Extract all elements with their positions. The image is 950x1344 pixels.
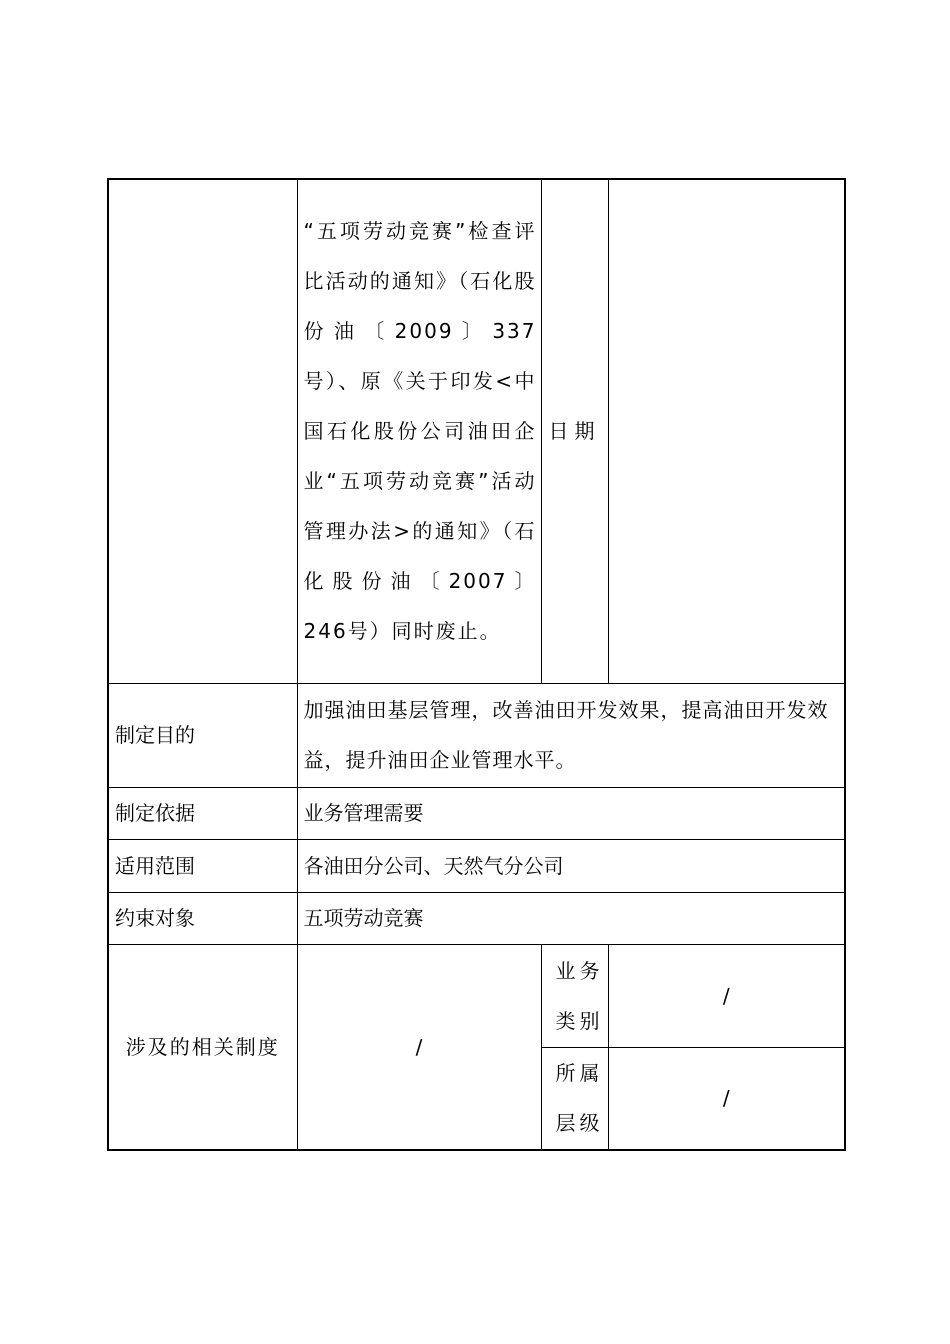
basis-row — [108, 787, 845, 839]
related-system-label: 涉及的相关制度 — [108, 944, 297, 1150]
object-row — [108, 892, 845, 944]
continuation-row — [108, 179, 845, 683]
scope-label: 适用范围 — [108, 839, 297, 892]
continuation-empty-cell — [108, 179, 297, 683]
business-category-value: / — [608, 944, 845, 1047]
abolish-note-text: “五项劳动竞赛”检查评比活动的通知》（石化股份油〔2009〕337号）、原《关于印发<中国石化股份公司油田企业“五项劳动竞赛”活动管理办法>的通知》（石化股份油〔2007〕246号）同时废止。 — [303, 219, 537, 644]
business-category-label: 业务类别 — [541, 944, 608, 1047]
related-row-1 — [108, 944, 845, 1047]
date-value — [608, 179, 845, 683]
level-label: 所属层级 — [541, 1047, 608, 1150]
purpose-value: 加强油田基层管理，改善油田开发效果，提高油田开发效益，提升油田企业管理水平。 — [297, 683, 845, 787]
regulation-info-table — [107, 178, 846, 1151]
abolish-note-cell — [297, 179, 541, 683]
scope-value: 各油田分公司、天然气分公司 — [297, 839, 845, 892]
basis-label: 制定依据 — [108, 787, 297, 839]
object-label: 约束对象 — [108, 892, 297, 944]
level-value: / — [608, 1047, 845, 1150]
basis-value: 业务管理需要 — [297, 787, 845, 839]
date-label: 日期 — [541, 179, 608, 683]
purpose-row — [108, 683, 845, 787]
purpose-label: 制定目的 — [108, 683, 297, 787]
object-value: 五项劳动竞赛 — [297, 892, 845, 944]
scope-row — [108, 839, 845, 892]
related-system-value: / — [297, 944, 541, 1150]
